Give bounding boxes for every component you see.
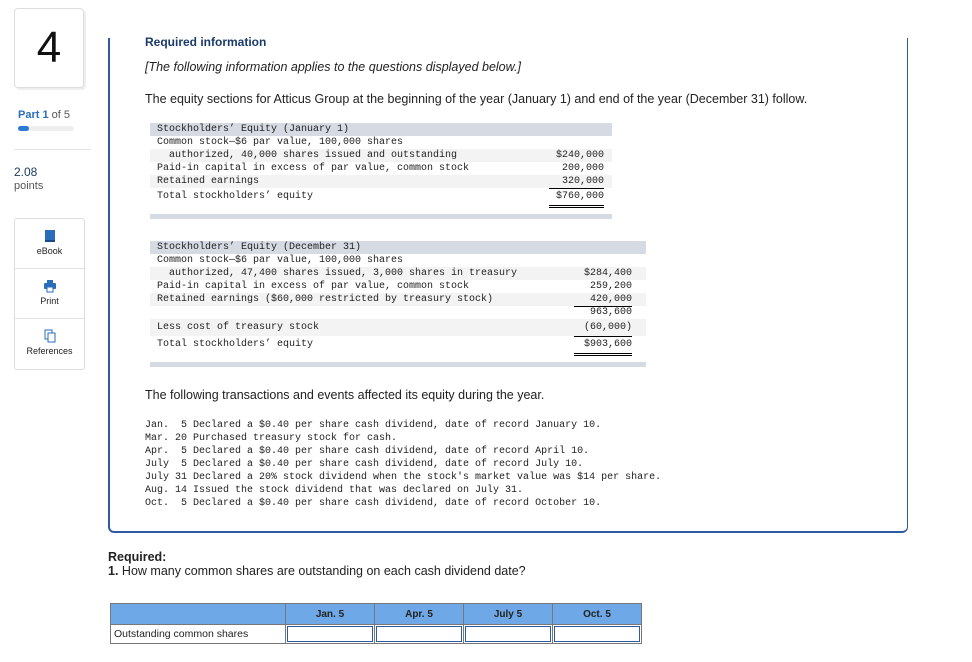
points-value: 2.08 — [14, 165, 38, 179]
table-row — [150, 162, 612, 175]
transactions-intro: The following transactions and events affected its equity during the year. — [145, 388, 545, 402]
table-header: Stockholders’ Equity (January 1) — [150, 123, 612, 136]
row-value: 963,600 — [589, 307, 632, 318]
progress-fill — [18, 126, 29, 131]
table-row — [150, 188, 612, 205]
table-row — [150, 280, 646, 293]
row-value: 320,000 — [549, 175, 604, 189]
row-label: Outstanding common shares — [111, 625, 286, 644]
points-label: points — [14, 180, 44, 192]
row-value: $760,000 — [549, 188, 604, 208]
ebook-button[interactable] — [15, 219, 84, 269]
transaction-item: Mar. 20 Purchased treasury stock for cash. — [145, 433, 398, 444]
references-label: References — [26, 346, 73, 356]
table-footer-bar — [150, 214, 612, 219]
row-label: Paid-in capital in excess of par value, common stock — [157, 281, 470, 292]
row-label: Paid-in capital in excess of par value, common stock — [157, 163, 470, 174]
part-indicator — [18, 109, 70, 121]
printer-icon — [43, 279, 57, 293]
row-value: $284,400 — [583, 268, 632, 279]
table-row — [150, 293, 646, 306]
references-button[interactable] — [15, 319, 84, 369]
part-label: Part — [18, 109, 40, 121]
col-jan5: Jan. 5 — [286, 604, 375, 625]
table-footer-bar — [150, 362, 646, 367]
row-label: Common stock—$6 par value, 100,000 shares — [157, 255, 404, 266]
transaction-item: Aug. 14 Issued the stock dividend that was declared on July 31. — [145, 485, 524, 496]
jan5-input[interactable] — [287, 626, 373, 642]
transaction-item: July 5 Declared a $0.40 per share cash dividend, date of record July 10. — [145, 459, 584, 470]
row-label: Retained earnings ($60,000 restricted by treasury stock) — [157, 294, 494, 305]
part-progress-bar — [18, 126, 74, 131]
ebook-label: eBook — [36, 246, 63, 256]
table-row — [150, 149, 612, 162]
july5-input[interactable] — [465, 626, 551, 642]
part-of: of 5 — [51, 109, 71, 121]
row-value: 259,200 — [589, 281, 632, 292]
row-value: (60,000) — [574, 319, 632, 337]
table-row — [150, 267, 646, 280]
oct5-input[interactable] — [554, 626, 640, 642]
table-header: Stockholders’ Equity (December 31) — [150, 241, 646, 254]
question-number: 4 — [14, 8, 84, 88]
transaction-item: July 31 Declared a 20% stock dividend when the stock's market value was $14 per share. — [145, 472, 662, 483]
required-section — [108, 550, 526, 578]
row-value: $240,000 — [555, 150, 604, 161]
blank-header — [111, 604, 286, 625]
col-oct5: Oct. 5 — [553, 604, 642, 625]
row-label: authorized, 40,000 shares issued and outstanding — [157, 150, 458, 161]
row-value: $903,600 — [574, 336, 632, 356]
apr5-input[interactable] — [376, 626, 462, 642]
required-heading: Required: — [108, 550, 167, 564]
table-row — [150, 306, 646, 319]
divider — [14, 149, 91, 150]
copy-icon — [43, 329, 57, 343]
row-label: Less cost of treasury stock — [157, 322, 320, 333]
row-label: Common stock—$6 par value, 100,000 shares — [157, 137, 404, 148]
print-button[interactable] — [15, 269, 84, 319]
table-row — [150, 319, 646, 336]
info-note: [The following information applies to the questions displayed below.] — [145, 60, 521, 74]
transactions-list — [145, 419, 661, 510]
row-label: Retained earnings — [157, 176, 260, 187]
transaction-item: Jan. 5 Declared a $0.40 per share cash dividend, date of record January 10. — [145, 420, 602, 431]
print-label: Print — [40, 296, 59, 306]
row-label: Total stockholders’ equity — [157, 191, 314, 202]
col-apr5: Apr. 5 — [375, 604, 464, 625]
table-row — [150, 336, 646, 353]
section-title: Required information — [145, 35, 267, 49]
equity-table-january — [150, 123, 612, 219]
row-value: 420,000 — [574, 293, 632, 307]
table-row — [150, 175, 612, 188]
intro-text: The equity sections for Atticus Group at the beginning of the year (January 1) and end of the year (December 31) follow. — [145, 92, 808, 106]
question-text: How many common shares are outstanding on each cash dividend date? — [121, 564, 526, 578]
col-july5: July 5 — [464, 604, 553, 625]
answer-table — [110, 603, 642, 644]
equity-table-december — [150, 241, 646, 367]
question-num: 1. — [108, 564, 119, 578]
transaction-item: Apr. 5 Declared a $0.40 per share cash dividend, date of record April 10. — [145, 446, 590, 457]
book-icon — [43, 229, 57, 243]
part-current: 1 — [42, 109, 49, 121]
row-value: 200,000 — [561, 163, 604, 174]
table-row — [150, 254, 646, 267]
row-label: authorized, 47,400 shares issued, 3,000 shares in treasury — [157, 268, 518, 279]
tools-panel — [14, 218, 85, 370]
row-label: Total stockholders’ equity — [157, 339, 314, 350]
table-row — [150, 136, 612, 149]
transaction-item: Oct. 5 Declared a $0.40 per share cash dividend, date of record October 10. — [145, 498, 602, 509]
